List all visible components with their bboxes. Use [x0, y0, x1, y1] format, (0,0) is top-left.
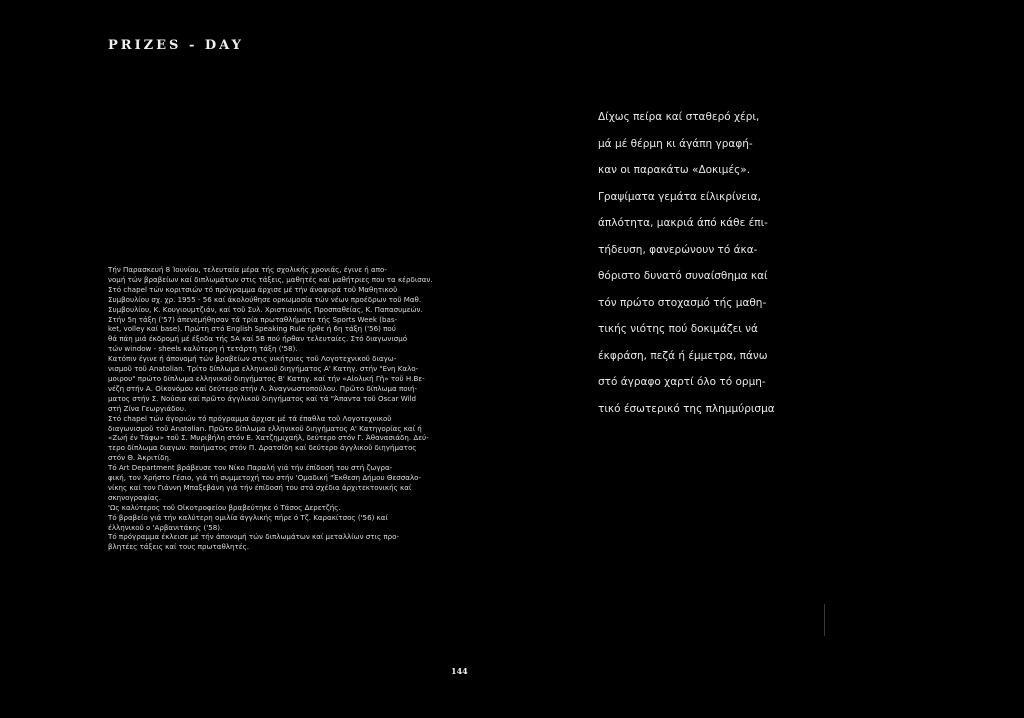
article-line: διαγωνισμοῦ τοῦ Anatolian. Πρῶτο δίπλωμα ελληνικοῦ διηγήματος Α' Κατηγορίας καί ή [108, 423, 422, 433]
article-line: Τό Art Department βράβευσε τον Νίκο Παραλή γιά τήν έπίδοσή του στή ζωγρα- [108, 463, 393, 473]
poem-line: Γραψίματα γεμάτα είλικρίνεια, [598, 190, 761, 203]
article-line: Κατόπιν έγινε ή άπονομή τών βραβείων στις νικήτριες τοῦ Λογοτεχνικοῦ διαγω- [108, 354, 397, 364]
article-line: ματος στήν Σ. Νούσια καί πρῶτο άγγλικοῦ διηγήματος καί τά "Άπαντα τοῦ Oscar Wild [108, 393, 417, 403]
article-line: έλληνικοῦ ο 'Αρβανιτάκης ('58). [108, 522, 223, 532]
poem-line: Δίχως πείρα καί σταθερό χέρι, [598, 111, 760, 123]
article-line: βλητέες τάξεις καί τους πρωταθλητές. [108, 542, 249, 552]
poem-line: καν οι παρακάτω «Δοκιμές». [598, 164, 751, 176]
article-line: νισμοῦ τοῦ Anatolian. Τρίτο δίπλωμα ελληνικοῦ διηγήματος Α' Κατηγ. στήν "Ενη Καλο- [108, 364, 419, 374]
article-line: θά πάη μιά έκδρομή μέ έξοδα τής 5Α καί 5Β πού ήρθαν τελευταίες. Στό διαγωνισμό [108, 334, 408, 344]
article-line: Συμβουλίου σχ. χρ. 1955 - 56 καί άκολούθησε ορκωμοσία τών νέων προέδρων τοῦ Μαθ. [108, 294, 422, 304]
article-line: τών window - sheels καλύτερη ή τετάρτη τάξη ('58). [108, 344, 298, 354]
article-line: «Ζωή έν Τάφω» τοῦ Σ. Μυριβήλη στόν Ε. Χατζημιχαήλ, δεύτερο στόν Γ. Άθανασιάδη. Δεύ- [108, 433, 429, 443]
article-body [108, 265, 516, 552]
poem-line: τήδευση, φανερώνουν τό άκα- [598, 243, 758, 256]
article-line: Στήν 5η τάξη ('57) άπενεμήθησαν τά τρία πρωταθλήματα τής Sports Week (bas- [108, 314, 398, 324]
article-line: Στό chapel τών άγοριών τό πρόγραμμα άρχισε μέ τά έπαθλα τοῦ Λογοτεχνικοῦ [108, 413, 392, 423]
article-line: Τό πρόγραμμα έκλεισε μέ τήν άπονομή τών διπλωμάτων καί μεταλλίων στις προ- [108, 532, 400, 542]
article-line: 'Ως καλύτερος τοῦ Οἰκοτροφείου βραβεύτηκε ό Τάσος Δερετζής. [108, 502, 341, 512]
poem-line: στό άγραφο χαρτί όλο τό ορμη- [598, 376, 766, 388]
article-line: φική, τον Χρήστο Γέσιο, γιά τή συμμετοχή του στήν 'Ομαδική "Έκθεση Δήμου Θεσσαλο- [108, 473, 422, 483]
poem-line: τόν πρώτο στοχασμό τής μαθη- [598, 296, 767, 309]
article-line: ket, volley καί base). Πρώτη στό English Speaking Rule ήρθε ή 6η τάξη ('56) πού [108, 324, 396, 334]
article-line: νίκης καί τον Γιάννη Μπαξεβάνη γιά τήν έπίδοσή του στά σχέδια άρχιτεκτονικής καί [108, 482, 412, 492]
poem-block [598, 104, 788, 422]
article-line: στόν Θ. Άκριτίδη. [108, 453, 172, 463]
poem-line: τικής νιότης πού δοκιμάζει νά [598, 323, 758, 335]
margin-mark [824, 604, 825, 636]
poem-line: μά μέ θέρμη κι άγάπη γραφή- [598, 137, 753, 150]
page-number: 144 [451, 666, 468, 676]
article-line: τερο δίπλωμα διαγων. ποιήματος στόν Π. Δρατσίδη καί δεύτερο άγγλικοῦ διηγήματος [108, 443, 417, 453]
article-line: νέζη στήν Α. Οἰκονόμου καί δεύτερο στήν Λ. Άναγνωστοπούλου. Πρῶτο δίπλωμα ποιή- [108, 383, 418, 393]
poem-line: έκφράση, πεζά ή έμμετρα, πάνω [598, 349, 768, 362]
article-line: στή Ζίνα Γεωργιάδου. [108, 403, 187, 413]
article-line: σκηνογραφίας. [108, 492, 162, 502]
page-title: PRIZES - DAY [108, 38, 244, 53]
poem-line: τικό έσωτερικό της πλημμύρισμα [598, 402, 775, 415]
article-line: Τήν Παρασκευή 8 Ίουνίου, τελευταία μέρα τής σχολικής χρονιάς, έγινε ή απο- [108, 265, 387, 274]
article-line: Τό βραβείο γιά τήν καλύτερη ομιλία άγγλικής πήρε ό Τζ. Καρακίτσος ('56) καί [108, 512, 388, 522]
article-line: μοιρου" πρώτο δίπλωμα ελληνικοῦ διηγήματος Β' Κατηγ. καί τήν «Αἰολική Γῆ» τοῦ Η.Βε- [108, 373, 425, 383]
article-line: Στό chapel τών κοριτσιών τό πρόγραμμα άρχισε μέ τήν άναφορά τοῦ Μαθητικοῦ [108, 284, 398, 294]
article-line: Συμβουλίου, Κ. Κουγιουμτζιάν, καί τοῦ Συλ. Χριστιανικής Προσπαθείας, Κ. Παπασυμεών. [108, 304, 423, 314]
poem-line: θόριστο δυνατό συναίσθημα καί [598, 270, 768, 282]
article-line: νομή τών βραβείων καί διπλωμάτων στις τάξεις, μαθητές καί μαθήτριες που τα κέρδισαν. [108, 274, 433, 284]
poem-line: άπλότητα, μακριά άπό κάθε έπι- [598, 217, 768, 229]
